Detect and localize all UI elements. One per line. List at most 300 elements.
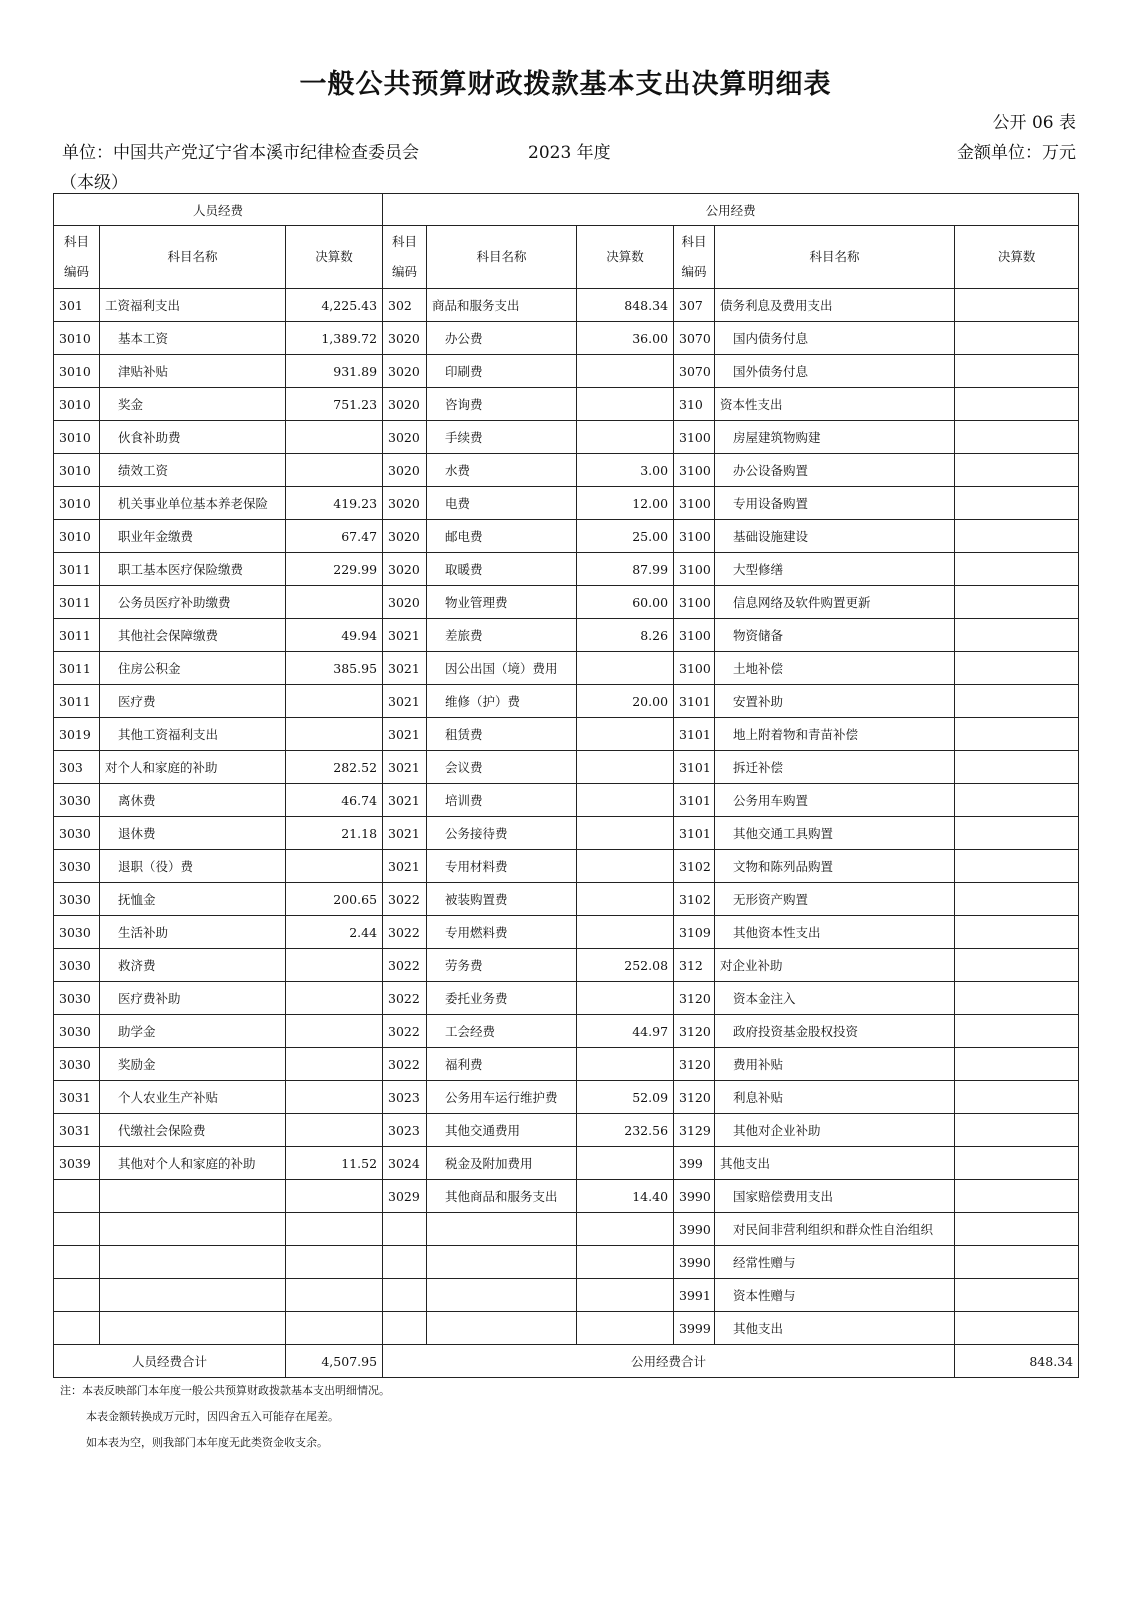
personnel-code: 301 xyxy=(54,289,100,322)
personnel-code: 3010 xyxy=(54,487,100,520)
personnel-item-name: 职工基本医疗保险缴费 xyxy=(100,553,286,586)
public-amount xyxy=(577,982,674,1015)
other-amount xyxy=(955,751,1079,784)
other-code: 3101 xyxy=(674,784,715,817)
other-amount xyxy=(955,553,1079,586)
other-item-name: 公务用车购置 xyxy=(715,784,955,817)
public-code: 3021 xyxy=(383,850,427,883)
public-item-name: 商品和服务支出 xyxy=(427,289,577,322)
public-code: 3022 xyxy=(383,1048,427,1081)
unit-level: （本级） xyxy=(60,173,128,193)
table-row xyxy=(54,718,1079,751)
personnel-item-name: 奖励金 xyxy=(100,1048,286,1081)
public-item-name: 公务接待费 xyxy=(427,817,577,850)
public-amount xyxy=(577,850,674,883)
personnel-amount xyxy=(286,1279,383,1312)
public-amount xyxy=(577,817,674,850)
header-name-1: 科目名称 xyxy=(100,226,286,289)
personnel-item-name: 住房公积金 xyxy=(100,652,286,685)
header-code-1: 科目编码 xyxy=(54,226,100,289)
section-public: 公用经费 xyxy=(383,194,1079,226)
personnel-amount: 46.74 xyxy=(286,784,383,817)
other-amount xyxy=(955,1279,1079,1312)
public-total-value: 848.34 xyxy=(955,1345,1079,1378)
other-code: 3999 xyxy=(674,1312,715,1345)
other-item-name: 其他资本性支出 xyxy=(715,916,955,949)
personnel-amount xyxy=(286,718,383,751)
table-row xyxy=(54,784,1079,817)
personnel-item-name xyxy=(100,1279,286,1312)
public-code: 3020 xyxy=(383,421,427,454)
public-item-name: 公务用车运行维护费 xyxy=(427,1081,577,1114)
personnel-total-value: 4,507.95 xyxy=(286,1345,383,1378)
public-total-label: 公用经费合计 xyxy=(383,1345,955,1378)
public-code: 3024 xyxy=(383,1147,427,1180)
public-code xyxy=(383,1312,427,1345)
table-row xyxy=(54,1081,1079,1114)
other-code: 3990 xyxy=(674,1180,715,1213)
table-row xyxy=(54,685,1079,718)
other-code: 310 xyxy=(674,388,715,421)
personnel-item-name: 工资福利支出 xyxy=(100,289,286,322)
personnel-item-name: 基本工资 xyxy=(100,322,286,355)
table-row xyxy=(54,1279,1079,1312)
personnel-code xyxy=(54,1213,100,1246)
other-code: 3120 xyxy=(674,1015,715,1048)
other-code: 3120 xyxy=(674,982,715,1015)
other-code: 3100 xyxy=(674,586,715,619)
other-amount xyxy=(955,718,1079,751)
personnel-amount: 200.65 xyxy=(286,883,383,916)
personnel-item-name: 津贴补贴 xyxy=(100,355,286,388)
personnel-amount xyxy=(286,421,383,454)
personnel-amount xyxy=(286,1081,383,1114)
public-amount xyxy=(577,1279,674,1312)
other-item-name: 办公设备购置 xyxy=(715,454,955,487)
public-item-name: 福利费 xyxy=(427,1048,577,1081)
public-item-name: 电费 xyxy=(427,487,577,520)
other-amount xyxy=(955,1015,1079,1048)
other-code: 3070 xyxy=(674,322,715,355)
public-code: 3021 xyxy=(383,652,427,685)
other-amount xyxy=(955,421,1079,454)
public-amount: 36.00 xyxy=(577,322,674,355)
personnel-item-name: 医疗费 xyxy=(100,685,286,718)
public-amount xyxy=(577,355,674,388)
personnel-code: 3030 xyxy=(54,784,100,817)
public-code: 3021 xyxy=(383,685,427,718)
other-code: 3070 xyxy=(674,355,715,388)
header-amount-3: 决算数 xyxy=(955,226,1079,289)
personnel-amount: 49.94 xyxy=(286,619,383,652)
table-row xyxy=(54,553,1079,586)
personnel-amount xyxy=(286,850,383,883)
public-amount: 12.00 xyxy=(577,487,674,520)
public-amount xyxy=(577,652,674,685)
table-row xyxy=(54,982,1079,1015)
personnel-item-name: 助学金 xyxy=(100,1015,286,1048)
personnel-amount: 1,389.72 xyxy=(286,322,383,355)
personnel-amount: 931.89 xyxy=(286,355,383,388)
public-amount: 20.00 xyxy=(577,685,674,718)
public-item-name: 办公费 xyxy=(427,322,577,355)
other-code: 3990 xyxy=(674,1213,715,1246)
other-item-name: 国家赔偿费用支出 xyxy=(715,1180,955,1213)
table-row xyxy=(54,520,1079,553)
table-row xyxy=(54,1015,1079,1048)
table-row xyxy=(54,388,1079,421)
header-name-2: 科目名称 xyxy=(427,226,577,289)
public-item-name: 水费 xyxy=(427,454,577,487)
other-amount xyxy=(955,355,1079,388)
public-item-name: 培训费 xyxy=(427,784,577,817)
other-amount xyxy=(955,850,1079,883)
personnel-item-name: 救济费 xyxy=(100,949,286,982)
personnel-code: 3030 xyxy=(54,817,100,850)
personnel-amount xyxy=(286,1213,383,1246)
public-amount xyxy=(577,784,674,817)
table-row xyxy=(54,487,1079,520)
other-item-name: 文物和陈列品购置 xyxy=(715,850,955,883)
public-item-name: 邮电费 xyxy=(427,520,577,553)
public-item-name: 维修（护）费 xyxy=(427,685,577,718)
other-amount xyxy=(955,322,1079,355)
other-item-name: 其他支出 xyxy=(715,1312,955,1345)
public-item-name: 手续费 xyxy=(427,421,577,454)
other-item-name: 对民间非营利组织和群众性自治组织 xyxy=(715,1213,955,1246)
header-amount-2: 决算数 xyxy=(577,226,674,289)
public-amount: 52.09 xyxy=(577,1081,674,1114)
public-amount xyxy=(577,1048,674,1081)
public-code: 3020 xyxy=(383,487,427,520)
note-line: 如本表为空，则我部门本年度无此类资金收支余。 xyxy=(86,1436,328,1449)
expenditure-table xyxy=(53,193,1079,1378)
other-code: 3100 xyxy=(674,619,715,652)
other-item-name: 房屋建筑物购建 xyxy=(715,421,955,454)
other-amount xyxy=(955,1081,1079,1114)
personnel-code: 3030 xyxy=(54,982,100,1015)
public-item-name: 税金及附加费用 xyxy=(427,1147,577,1180)
public-amount xyxy=(577,1147,674,1180)
other-amount xyxy=(955,520,1079,553)
public-amount: 8.26 xyxy=(577,619,674,652)
other-item-name: 地上附着物和青苗补偿 xyxy=(715,718,955,751)
personnel-amount xyxy=(286,1114,383,1147)
public-item-name xyxy=(427,1312,577,1345)
personnel-item-name xyxy=(100,1312,286,1345)
personnel-code: 3030 xyxy=(54,883,100,916)
personnel-item-name: 其他工资福利支出 xyxy=(100,718,286,751)
public-code: 3020 xyxy=(383,322,427,355)
personnel-item-name: 奖金 xyxy=(100,388,286,421)
public-code: 3022 xyxy=(383,982,427,1015)
personnel-item-name: 公务员医疗补助缴费 xyxy=(100,586,286,619)
personnel-amount: 751.23 xyxy=(286,388,383,421)
table-row xyxy=(54,619,1079,652)
other-item-name: 费用补贴 xyxy=(715,1048,955,1081)
personnel-code: 3019 xyxy=(54,718,100,751)
other-item-name: 国外债务付息 xyxy=(715,355,955,388)
totals-row xyxy=(54,1345,1079,1378)
public-code: 302 xyxy=(383,289,427,322)
personnel-code: 3010 xyxy=(54,322,100,355)
header-code-3: 科目编码 xyxy=(674,226,715,289)
other-item-name: 政府投资基金股权投资 xyxy=(715,1015,955,1048)
other-code: 3129 xyxy=(674,1114,715,1147)
other-amount xyxy=(955,1048,1079,1081)
public-code xyxy=(383,1246,427,1279)
other-amount xyxy=(955,586,1079,619)
other-amount xyxy=(955,1312,1079,1345)
other-code: 3102 xyxy=(674,850,715,883)
public-code: 3020 xyxy=(383,388,427,421)
other-item-name: 对企业补助 xyxy=(715,949,955,982)
other-code: 3990 xyxy=(674,1246,715,1279)
table-row xyxy=(54,322,1079,355)
personnel-item-name: 退休费 xyxy=(100,817,286,850)
other-amount xyxy=(955,982,1079,1015)
section-personnel: 人员经费 xyxy=(54,194,383,226)
reporting-unit: 单位：中国共产党辽宁省本溪市纪律检查委员会 xyxy=(62,143,419,163)
public-item-name: 会议费 xyxy=(427,751,577,784)
note-line: 注：本表反映部门本年度一般公共预算财政拨款基本支出明细情况。 xyxy=(60,1384,390,1397)
table-notes xyxy=(60,1378,390,1456)
table-row xyxy=(54,652,1079,685)
personnel-item-name: 生活补助 xyxy=(100,916,286,949)
personnel-code: 3039 xyxy=(54,1147,100,1180)
table-row xyxy=(54,817,1079,850)
personnel-amount xyxy=(286,685,383,718)
public-code: 3022 xyxy=(383,949,427,982)
personnel-amount xyxy=(286,1180,383,1213)
public-item-name: 专用燃料费 xyxy=(427,916,577,949)
other-amount xyxy=(955,784,1079,817)
money-unit: 金额单位：万元 xyxy=(957,143,1076,163)
public-code: 3020 xyxy=(383,586,427,619)
personnel-item-name: 职业年金缴费 xyxy=(100,520,286,553)
section-header-row xyxy=(54,194,1079,226)
other-amount xyxy=(955,652,1079,685)
other-amount xyxy=(955,1213,1079,1246)
personnel-code: 3010 xyxy=(54,388,100,421)
public-item-name: 其他交通费用 xyxy=(427,1114,577,1147)
other-item-name: 信息网络及软件购置更新 xyxy=(715,586,955,619)
personnel-code: 3031 xyxy=(54,1114,100,1147)
personnel-amount xyxy=(286,1048,383,1081)
public-code: 3022 xyxy=(383,883,427,916)
table-row xyxy=(54,751,1079,784)
public-amount xyxy=(577,388,674,421)
other-item-name: 物资储备 xyxy=(715,619,955,652)
public-item-name: 咨询费 xyxy=(427,388,577,421)
public-code: 3020 xyxy=(383,520,427,553)
personnel-code: 3031 xyxy=(54,1081,100,1114)
personnel-item-name: 伙食补助费 xyxy=(100,421,286,454)
other-code: 3100 xyxy=(674,652,715,685)
personnel-code: 3010 xyxy=(54,520,100,553)
personnel-code xyxy=(54,1312,100,1345)
personnel-amount xyxy=(286,982,383,1015)
other-code: 3100 xyxy=(674,520,715,553)
other-amount xyxy=(955,1147,1079,1180)
personnel-amount xyxy=(286,586,383,619)
header-name-3: 科目名称 xyxy=(715,226,955,289)
public-amount xyxy=(577,1312,674,1345)
personnel-code: 3011 xyxy=(54,553,100,586)
personnel-total-label: 人员经费合计 xyxy=(54,1345,286,1378)
other-code: 3109 xyxy=(674,916,715,949)
table-row xyxy=(54,1180,1079,1213)
table-row xyxy=(54,1114,1079,1147)
other-code: 3100 xyxy=(674,454,715,487)
table-row xyxy=(54,1147,1079,1180)
public-item-name: 因公出国（境）费用 xyxy=(427,652,577,685)
table-row xyxy=(54,883,1079,916)
public-code: 3023 xyxy=(383,1081,427,1114)
personnel-amount xyxy=(286,1312,383,1345)
table-row xyxy=(54,355,1079,388)
other-item-name: 利息补贴 xyxy=(715,1081,955,1114)
page-title: 一般公共预算财政拨款基本支出决算明细表 xyxy=(299,69,832,100)
other-code: 312 xyxy=(674,949,715,982)
other-code: 3991 xyxy=(674,1279,715,1312)
public-code: 3020 xyxy=(383,454,427,487)
other-item-name: 大型修缮 xyxy=(715,553,955,586)
public-amount: 14.40 xyxy=(577,1180,674,1213)
personnel-item-name: 对个人和家庭的补助 xyxy=(100,751,286,784)
personnel-item-name xyxy=(100,1246,286,1279)
other-amount xyxy=(955,289,1079,322)
other-code: 3100 xyxy=(674,421,715,454)
personnel-code: 3011 xyxy=(54,586,100,619)
personnel-amount: 385.95 xyxy=(286,652,383,685)
personnel-item-name: 个人农业生产补贴 xyxy=(100,1081,286,1114)
other-amount xyxy=(955,883,1079,916)
personnel-code: 3011 xyxy=(54,652,100,685)
fiscal-year: 2023 年度 xyxy=(528,143,611,163)
public-code: 3021 xyxy=(383,751,427,784)
other-item-name: 债务利息及费用支出 xyxy=(715,289,955,322)
public-code xyxy=(383,1213,427,1246)
personnel-code: 3010 xyxy=(54,355,100,388)
other-item-name: 土地补偿 xyxy=(715,652,955,685)
other-amount xyxy=(955,619,1079,652)
other-amount xyxy=(955,487,1079,520)
personnel-item-name: 退职（役）费 xyxy=(100,850,286,883)
public-amount xyxy=(577,751,674,784)
other-amount xyxy=(955,1246,1079,1279)
public-amount xyxy=(577,421,674,454)
table-row xyxy=(54,1213,1079,1246)
public-code: 3021 xyxy=(383,784,427,817)
public-code: 3021 xyxy=(383,619,427,652)
public-amount: 232.56 xyxy=(577,1114,674,1147)
other-code: 3101 xyxy=(674,685,715,718)
public-amount xyxy=(577,1246,674,1279)
personnel-item-name: 代缴社会保险费 xyxy=(100,1114,286,1147)
public-amount: 252.08 xyxy=(577,949,674,982)
other-code: 3120 xyxy=(674,1048,715,1081)
public-amount xyxy=(577,718,674,751)
public-item-name: 印刷费 xyxy=(427,355,577,388)
personnel-item-name xyxy=(100,1213,286,1246)
table-row xyxy=(54,949,1079,982)
personnel-amount: 2.44 xyxy=(286,916,383,949)
table-row xyxy=(54,454,1079,487)
other-item-name: 国内债务付息 xyxy=(715,322,955,355)
other-item-name: 无形资产购置 xyxy=(715,883,955,916)
public-code: 3029 xyxy=(383,1180,427,1213)
personnel-item-name: 抚恤金 xyxy=(100,883,286,916)
other-code: 3101 xyxy=(674,817,715,850)
public-item-name: 差旅费 xyxy=(427,619,577,652)
personnel-code xyxy=(54,1279,100,1312)
personnel-code: 3030 xyxy=(54,850,100,883)
form-number: 公开 06 表 xyxy=(992,113,1076,133)
other-code: 3102 xyxy=(674,883,715,916)
public-item-name: 被装购置费 xyxy=(427,883,577,916)
public-amount: 87.99 xyxy=(577,553,674,586)
public-amount: 3.00 xyxy=(577,454,674,487)
other-item-name: 其他对企业补助 xyxy=(715,1114,955,1147)
other-item-name: 拆迁补偿 xyxy=(715,751,955,784)
table-row xyxy=(54,421,1079,454)
public-code: 3021 xyxy=(383,817,427,850)
personnel-amount xyxy=(286,454,383,487)
personnel-item-name: 医疗费补助 xyxy=(100,982,286,1015)
public-item-name: 专用材料费 xyxy=(427,850,577,883)
personnel-item-name: 绩效工资 xyxy=(100,454,286,487)
table-row xyxy=(54,1312,1079,1345)
public-code: 3021 xyxy=(383,718,427,751)
other-code: 3100 xyxy=(674,553,715,586)
personnel-item-name: 机关事业单位基本养老保险 xyxy=(100,487,286,520)
personnel-code: 3030 xyxy=(54,916,100,949)
public-amount xyxy=(577,916,674,949)
other-amount xyxy=(955,388,1079,421)
other-item-name: 经常性赠与 xyxy=(715,1246,955,1279)
public-code: 3022 xyxy=(383,1015,427,1048)
personnel-amount: 419.23 xyxy=(286,487,383,520)
public-item-name xyxy=(427,1279,577,1312)
personnel-amount xyxy=(286,949,383,982)
personnel-amount: 4,225.43 xyxy=(286,289,383,322)
personnel-code xyxy=(54,1246,100,1279)
personnel-amount: 67.47 xyxy=(286,520,383,553)
other-item-name: 其他交通工具购置 xyxy=(715,817,955,850)
public-item-name: 劳务费 xyxy=(427,949,577,982)
other-item-name: 资本金注入 xyxy=(715,982,955,1015)
personnel-amount: 282.52 xyxy=(286,751,383,784)
public-item-name xyxy=(427,1246,577,1279)
other-code: 3101 xyxy=(674,751,715,784)
public-amount: 44.97 xyxy=(577,1015,674,1048)
personnel-item-name: 其他社会保障缴费 xyxy=(100,619,286,652)
other-item-name: 其他支出 xyxy=(715,1147,955,1180)
table-row xyxy=(54,916,1079,949)
table-row xyxy=(54,586,1079,619)
public-amount: 25.00 xyxy=(577,520,674,553)
other-item-name: 安置补助 xyxy=(715,685,955,718)
other-amount xyxy=(955,1114,1079,1147)
personnel-amount xyxy=(286,1015,383,1048)
public-item-name: 取暖费 xyxy=(427,553,577,586)
other-code: 3120 xyxy=(674,1081,715,1114)
public-code: 3020 xyxy=(383,355,427,388)
public-item-name: 租赁费 xyxy=(427,718,577,751)
personnel-item-name: 离休费 xyxy=(100,784,286,817)
other-code: 307 xyxy=(674,289,715,322)
